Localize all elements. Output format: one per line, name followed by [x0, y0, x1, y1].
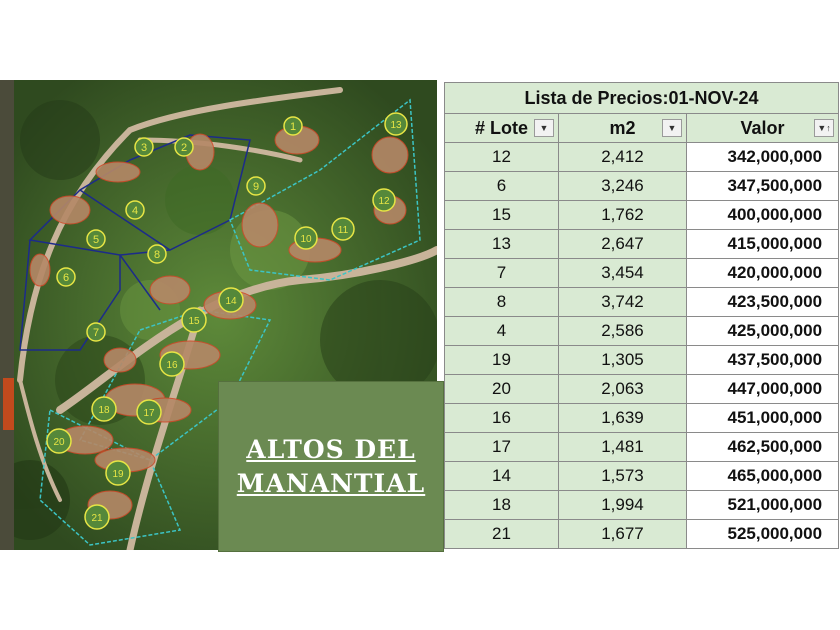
lot-marker-4 — [126, 201, 144, 219]
lot-marker-12 — [373, 189, 395, 211]
lot-marker-11 — [332, 218, 354, 240]
cell-valor: 465,000,000 — [687, 462, 839, 491]
svg-text:21: 21 — [91, 513, 103, 524]
map-edge-marker — [3, 378, 14, 430]
lot-marker-15 — [182, 308, 206, 332]
column-header-lote-label: # Lote — [474, 117, 528, 138]
lot-marker-10 — [295, 227, 317, 249]
filter-dropdown-icon[interactable]: ▼ — [662, 119, 682, 137]
cell-m2: 1,481 — [559, 433, 687, 462]
svg-text:7: 7 — [92, 327, 100, 339]
svg-text:6: 6 — [62, 272, 70, 284]
table-row — [445, 230, 839, 259]
price-list-caption: Lista de Precios:01-NOV-24 — [445, 83, 839, 114]
table-row — [445, 404, 839, 433]
cell-lote: 13 — [445, 230, 559, 259]
table-row — [445, 143, 839, 172]
svg-text:13: 13 — [390, 120, 402, 131]
table-row — [445, 172, 839, 201]
lot-marker-5 — [87, 230, 105, 248]
svg-text:16: 16 — [166, 360, 178, 371]
map-left-edge — [0, 80, 14, 550]
cell-valor: 451,000,000 — [687, 404, 839, 433]
svg-text:14: 14 — [225, 296, 237, 307]
cell-m2: 3,246 — [559, 172, 687, 201]
cell-m2: 1,994 — [559, 491, 687, 520]
cell-valor: 400,000,000 — [687, 201, 839, 230]
cell-m2: 1,762 — [559, 201, 687, 230]
table-row — [445, 520, 839, 549]
project-title-line-2: MANANTIAL — [236, 468, 426, 498]
svg-text:9: 9 — [252, 181, 260, 193]
lot-marker-14 — [219, 288, 243, 312]
project-title-box — [218, 381, 444, 552]
lot-marker-9 — [247, 177, 265, 195]
cell-m2: 2,647 — [559, 230, 687, 259]
cell-lote: 16 — [445, 404, 559, 433]
cell-valor: 342,000,000 — [687, 143, 839, 172]
svg-text:2: 2 — [180, 142, 188, 154]
cell-lote: 7 — [445, 259, 559, 288]
cell-lote: 12 — [445, 143, 559, 172]
cell-lote: 6 — [445, 172, 559, 201]
cell-lote: 21 — [445, 520, 559, 549]
cell-m2: 1,677 — [559, 520, 687, 549]
lot-marker-16 — [160, 352, 184, 376]
cell-lote: 19 — [445, 346, 559, 375]
cell-valor: 420,000,000 — [687, 259, 839, 288]
table-row — [445, 288, 839, 317]
cell-valor: 415,000,000 — [687, 230, 839, 259]
lot-marker-6 — [57, 268, 75, 286]
column-header-lote — [445, 114, 559, 143]
svg-text:20: 20 — [53, 437, 65, 448]
price-list — [444, 82, 838, 549]
table-row — [445, 201, 839, 230]
svg-text:3: 3 — [140, 142, 148, 154]
table-row — [445, 317, 839, 346]
lot-marker-19 — [106, 461, 130, 485]
cell-valor: 447,000,000 — [687, 375, 839, 404]
cell-valor: 437,500,000 — [687, 346, 839, 375]
cell-lote: 20 — [445, 375, 559, 404]
cell-valor: 423,500,000 — [687, 288, 839, 317]
cell-lote: 15 — [445, 201, 559, 230]
svg-text:8: 8 — [153, 249, 161, 261]
table-row — [445, 491, 839, 520]
svg-text:1: 1 — [289, 121, 297, 133]
cell-lote: 18 — [445, 491, 559, 520]
cell-lote: 14 — [445, 462, 559, 491]
cell-m2: 2,586 — [559, 317, 687, 346]
cell-valor: 525,000,000 — [687, 520, 839, 549]
lot-marker-7 — [87, 323, 105, 341]
cell-m2: 1,639 — [559, 404, 687, 433]
svg-text:19: 19 — [112, 469, 124, 480]
svg-text:17: 17 — [143, 408, 155, 419]
lot-marker-8 — [148, 245, 166, 263]
lot-marker-3 — [135, 138, 153, 156]
column-header-m2-label: m2 — [609, 117, 636, 138]
lot-marker-1 — [284, 117, 302, 135]
column-header-m2 — [559, 114, 687, 143]
lot-marker-21 — [85, 505, 109, 529]
lot-marker-17 — [137, 400, 161, 424]
lot-marker-18 — [92, 397, 116, 421]
sort-ascending-icon[interactable]: ▼↑ — [814, 119, 834, 137]
column-header-valor — [687, 114, 839, 143]
table-row — [445, 259, 839, 288]
table-row — [445, 375, 839, 404]
cell-valor: 347,500,000 — [687, 172, 839, 201]
cell-m2: 1,573 — [559, 462, 687, 491]
cell-m2: 2,412 — [559, 143, 687, 172]
cell-valor: 462,500,000 — [687, 433, 839, 462]
table-row — [445, 346, 839, 375]
lot-marker-13 — [385, 113, 407, 135]
column-header-valor-label: Valor — [740, 117, 785, 138]
cell-m2: 3,454 — [559, 259, 687, 288]
svg-text:15: 15 — [188, 316, 200, 327]
lot-marker-20 — [47, 429, 71, 453]
table-row — [445, 433, 839, 462]
filter-dropdown-icon[interactable]: ▼ — [534, 119, 554, 137]
svg-text:10: 10 — [300, 234, 312, 245]
cell-valor: 425,000,000 — [687, 317, 839, 346]
svg-text:18: 18 — [98, 405, 110, 416]
svg-text:4: 4 — [131, 205, 139, 217]
svg-text:11: 11 — [337, 225, 349, 236]
lot-marker-2 — [175, 138, 193, 156]
price-table — [444, 82, 839, 549]
cell-m2: 1,305 — [559, 346, 687, 375]
cell-lote: 8 — [445, 288, 559, 317]
cell-lote: 4 — [445, 317, 559, 346]
cell-m2: 3,742 — [559, 288, 687, 317]
cell-lote: 17 — [445, 433, 559, 462]
project-title-line-1: ALTOS DEL — [246, 434, 416, 464]
svg-text:12: 12 — [378, 196, 390, 207]
svg-text:5: 5 — [92, 234, 100, 246]
table-row — [445, 462, 839, 491]
cell-valor: 521,000,000 — [687, 491, 839, 520]
cell-m2: 2,063 — [559, 375, 687, 404]
